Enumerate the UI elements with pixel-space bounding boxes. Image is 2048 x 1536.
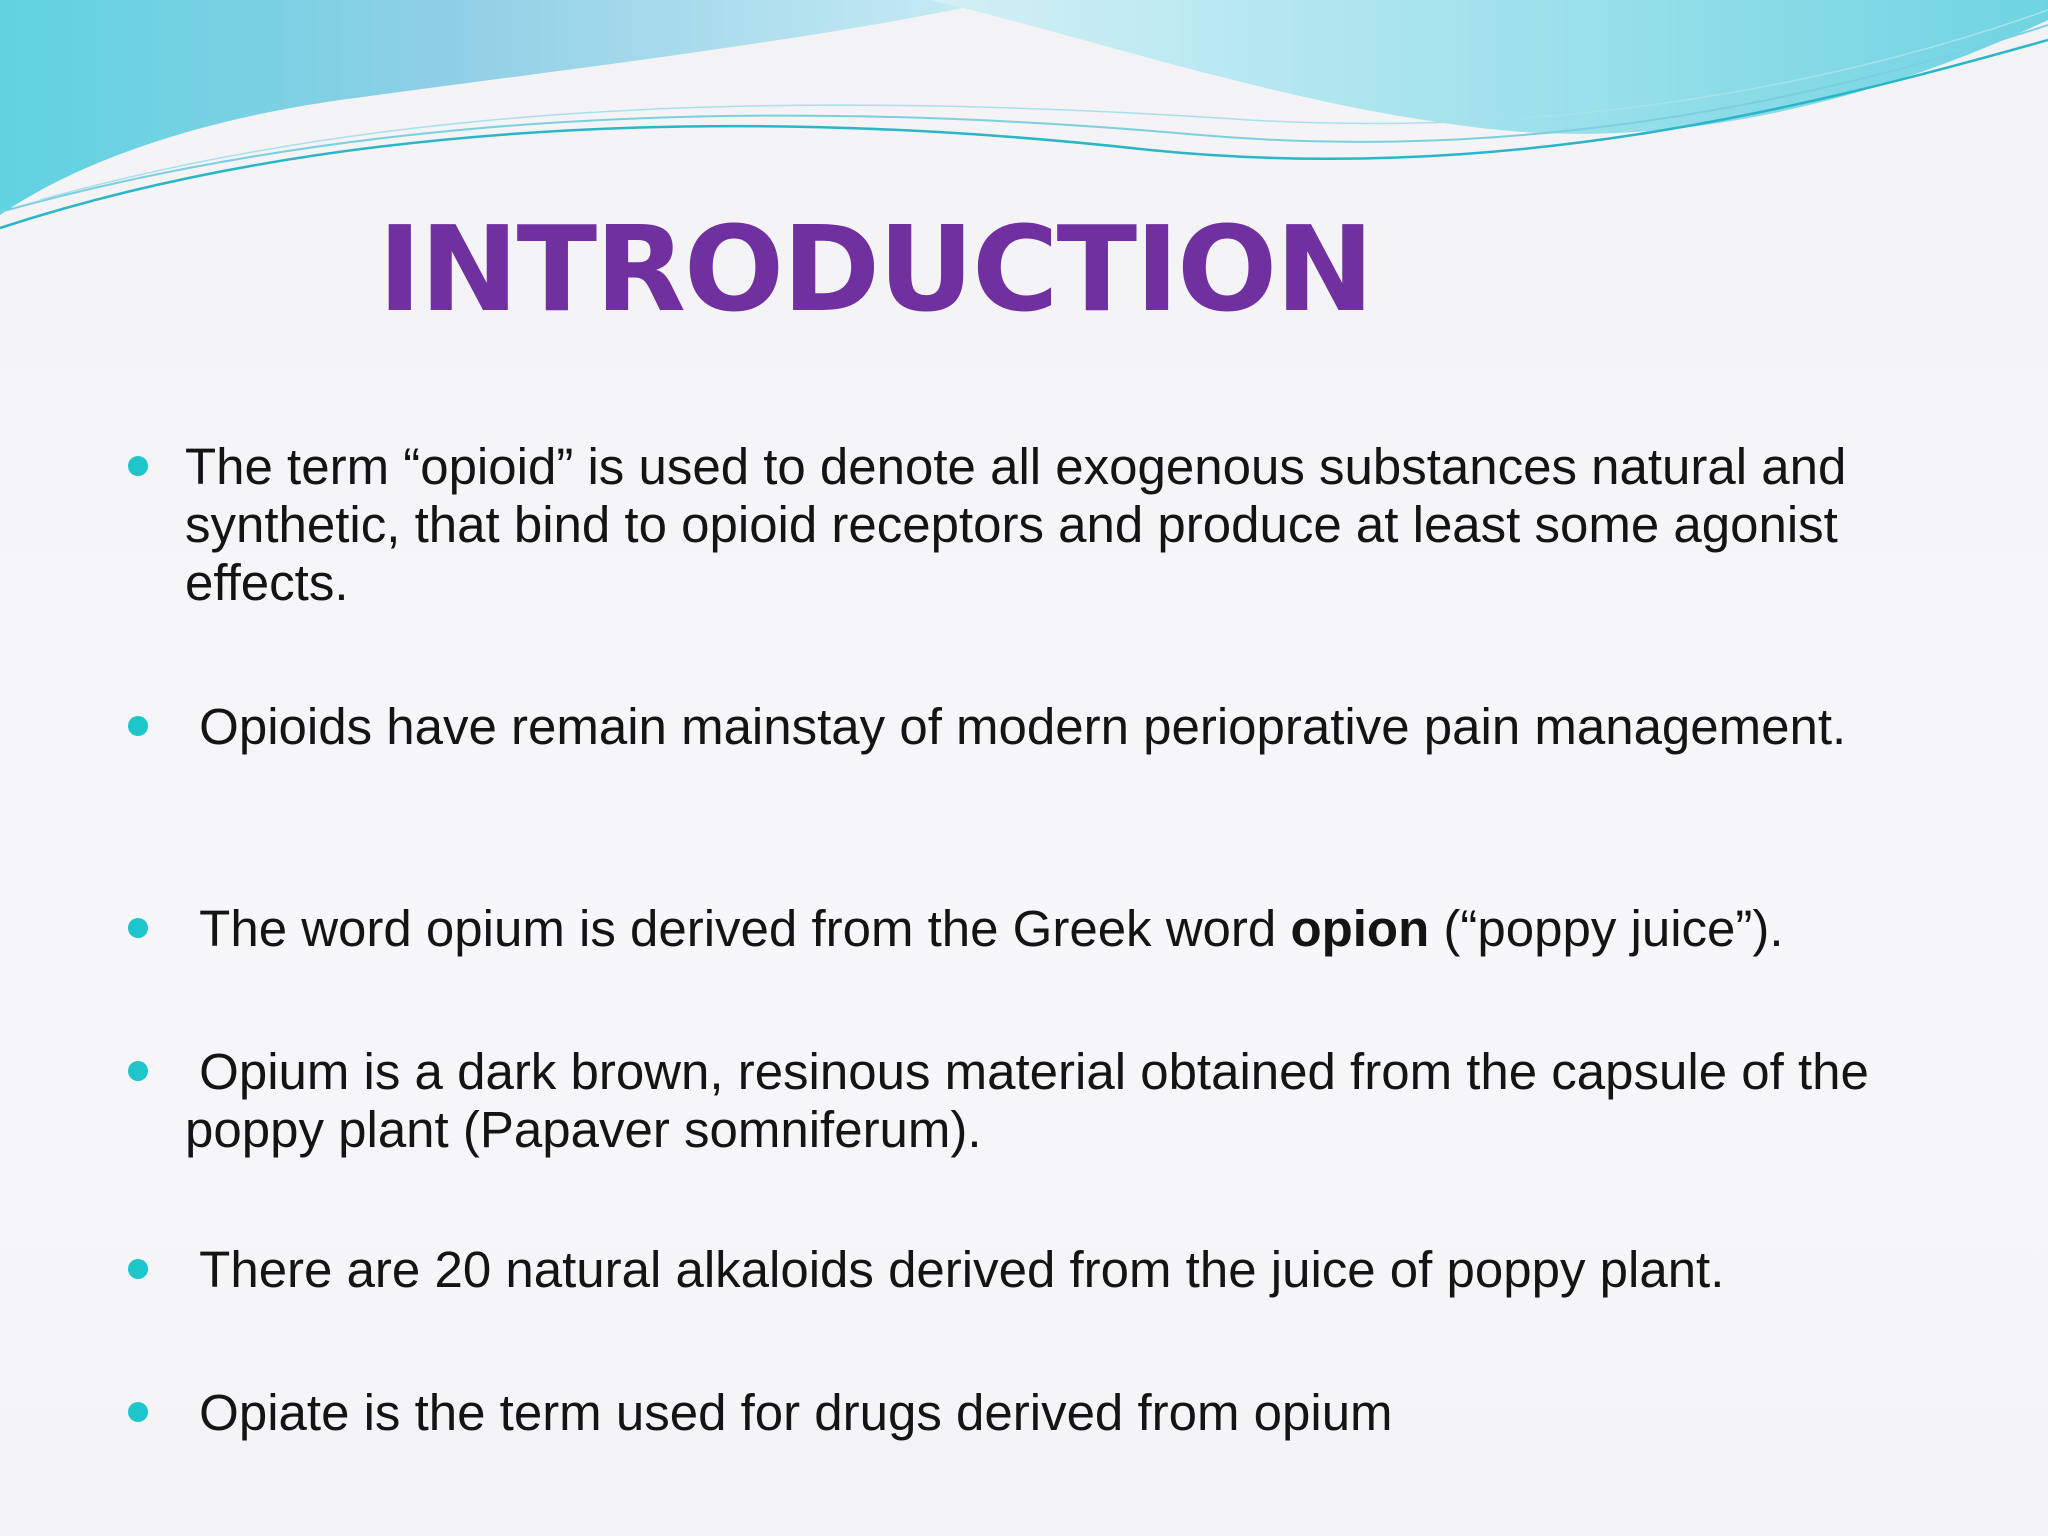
bullet-text: The term “opioid” is used to denote all exogenous substances natural and synthetic, that bind to opioid receptors and produce at least some agonist effects.: [185, 438, 1861, 611]
bullet-text: [185, 900, 1965, 958]
bullet-text-bold: opion: [1290, 900, 1430, 957]
slide-title: INTRODUCTION: [377, 200, 1373, 338]
bullet-text: Opioids have remain mainstay of modern perioprative pain management.: [185, 698, 1847, 755]
bullet-text-part: (“poppy juice”).: [1429, 900, 1784, 957]
bullet-dot-icon: [128, 1259, 148, 1279]
bullet-text: Opium is a dark brown, resinous material obtained from the capsule of the poppy plant (Papaver somniferum).: [185, 1043, 1884, 1158]
bullet-dot-icon: [128, 716, 148, 736]
bullet-dot-icon: [128, 918, 148, 938]
bullet-dot-icon: [128, 1402, 148, 1422]
bullet-text: There are 20 natural alkaloids derived from the juice of poppy plant.: [185, 1241, 1725, 1298]
bullet-dot-icon: [128, 1061, 148, 1081]
bullet-dot-icon: [128, 456, 148, 476]
bullet-text: Opiate is the term used for drugs derived from opium: [185, 1384, 1393, 1441]
wave-shape-right: [930, 0, 2048, 134]
wave-shape-left: [0, 0, 1000, 215]
bullet-text-part: The word opium is derived from the Greek word: [185, 900, 1291, 957]
